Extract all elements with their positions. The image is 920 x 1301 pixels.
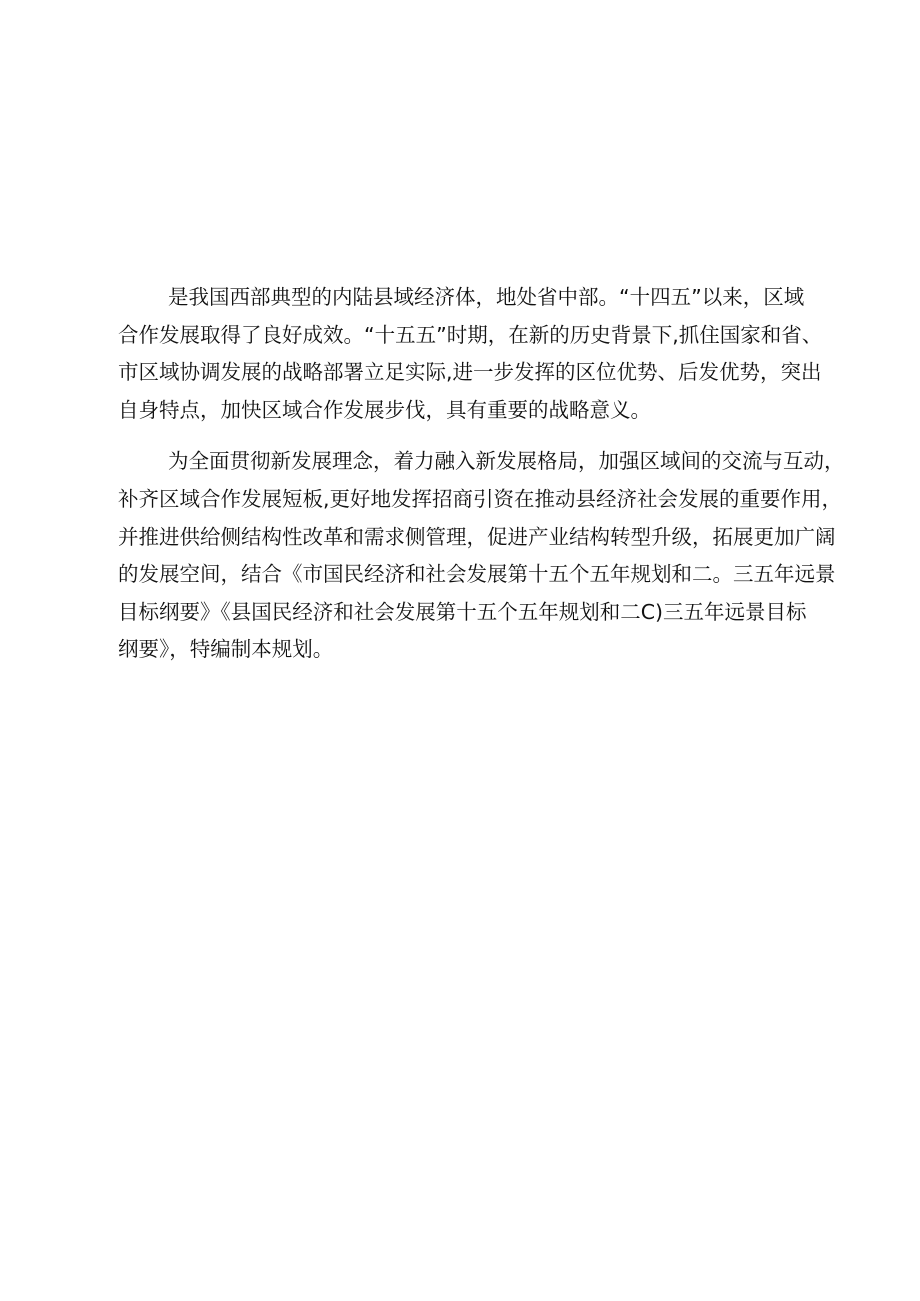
text-line: 目标纲要》《县国民经济和社会发展第十五个五年规划和二C)三五年远景目标: [118, 599, 807, 624]
document-body: [118, 279, 845, 669]
text-line: 合作发展取得了良好成效。“十五五”时期，在新的历史背景下,抓住国家和省、: [118, 322, 823, 347]
paragraph-regional-overview: [118, 279, 823, 429]
text-line: 的发展空间，结合《市国民经济和社会发展第十五个五年规划和二。三五年远景: [118, 562, 836, 587]
text-line: 市区域协调发展的战略部署立足实际,进一步发挥的区位优势、后发优势，突出: [118, 360, 822, 385]
text-line: 纲要》，特编制本规划。: [118, 637, 334, 662]
paragraph-planning-purpose: [118, 443, 845, 669]
text-line: 为全面贯彻新发展理念，着力融入新发展格局，加强区域间的交流与互动，: [168, 449, 845, 474]
text-line: 是我国西部典型的内陆县域经济体，地处省中部。“十四五”以来，区域: [168, 285, 805, 309]
text-line: 并推进供给侧结构性改革和需求侧管理，促进产业结构转型升级，拓展更加广阔: [118, 524, 836, 549]
text-line: 自身特点，加快区域合作发展步伐，具有重要的战略意义。: [118, 397, 651, 422]
text-line: 补齐区域合作发展短板,更好地发挥招商引资在推动县经济社会发展的重要作用，: [118, 486, 843, 511]
